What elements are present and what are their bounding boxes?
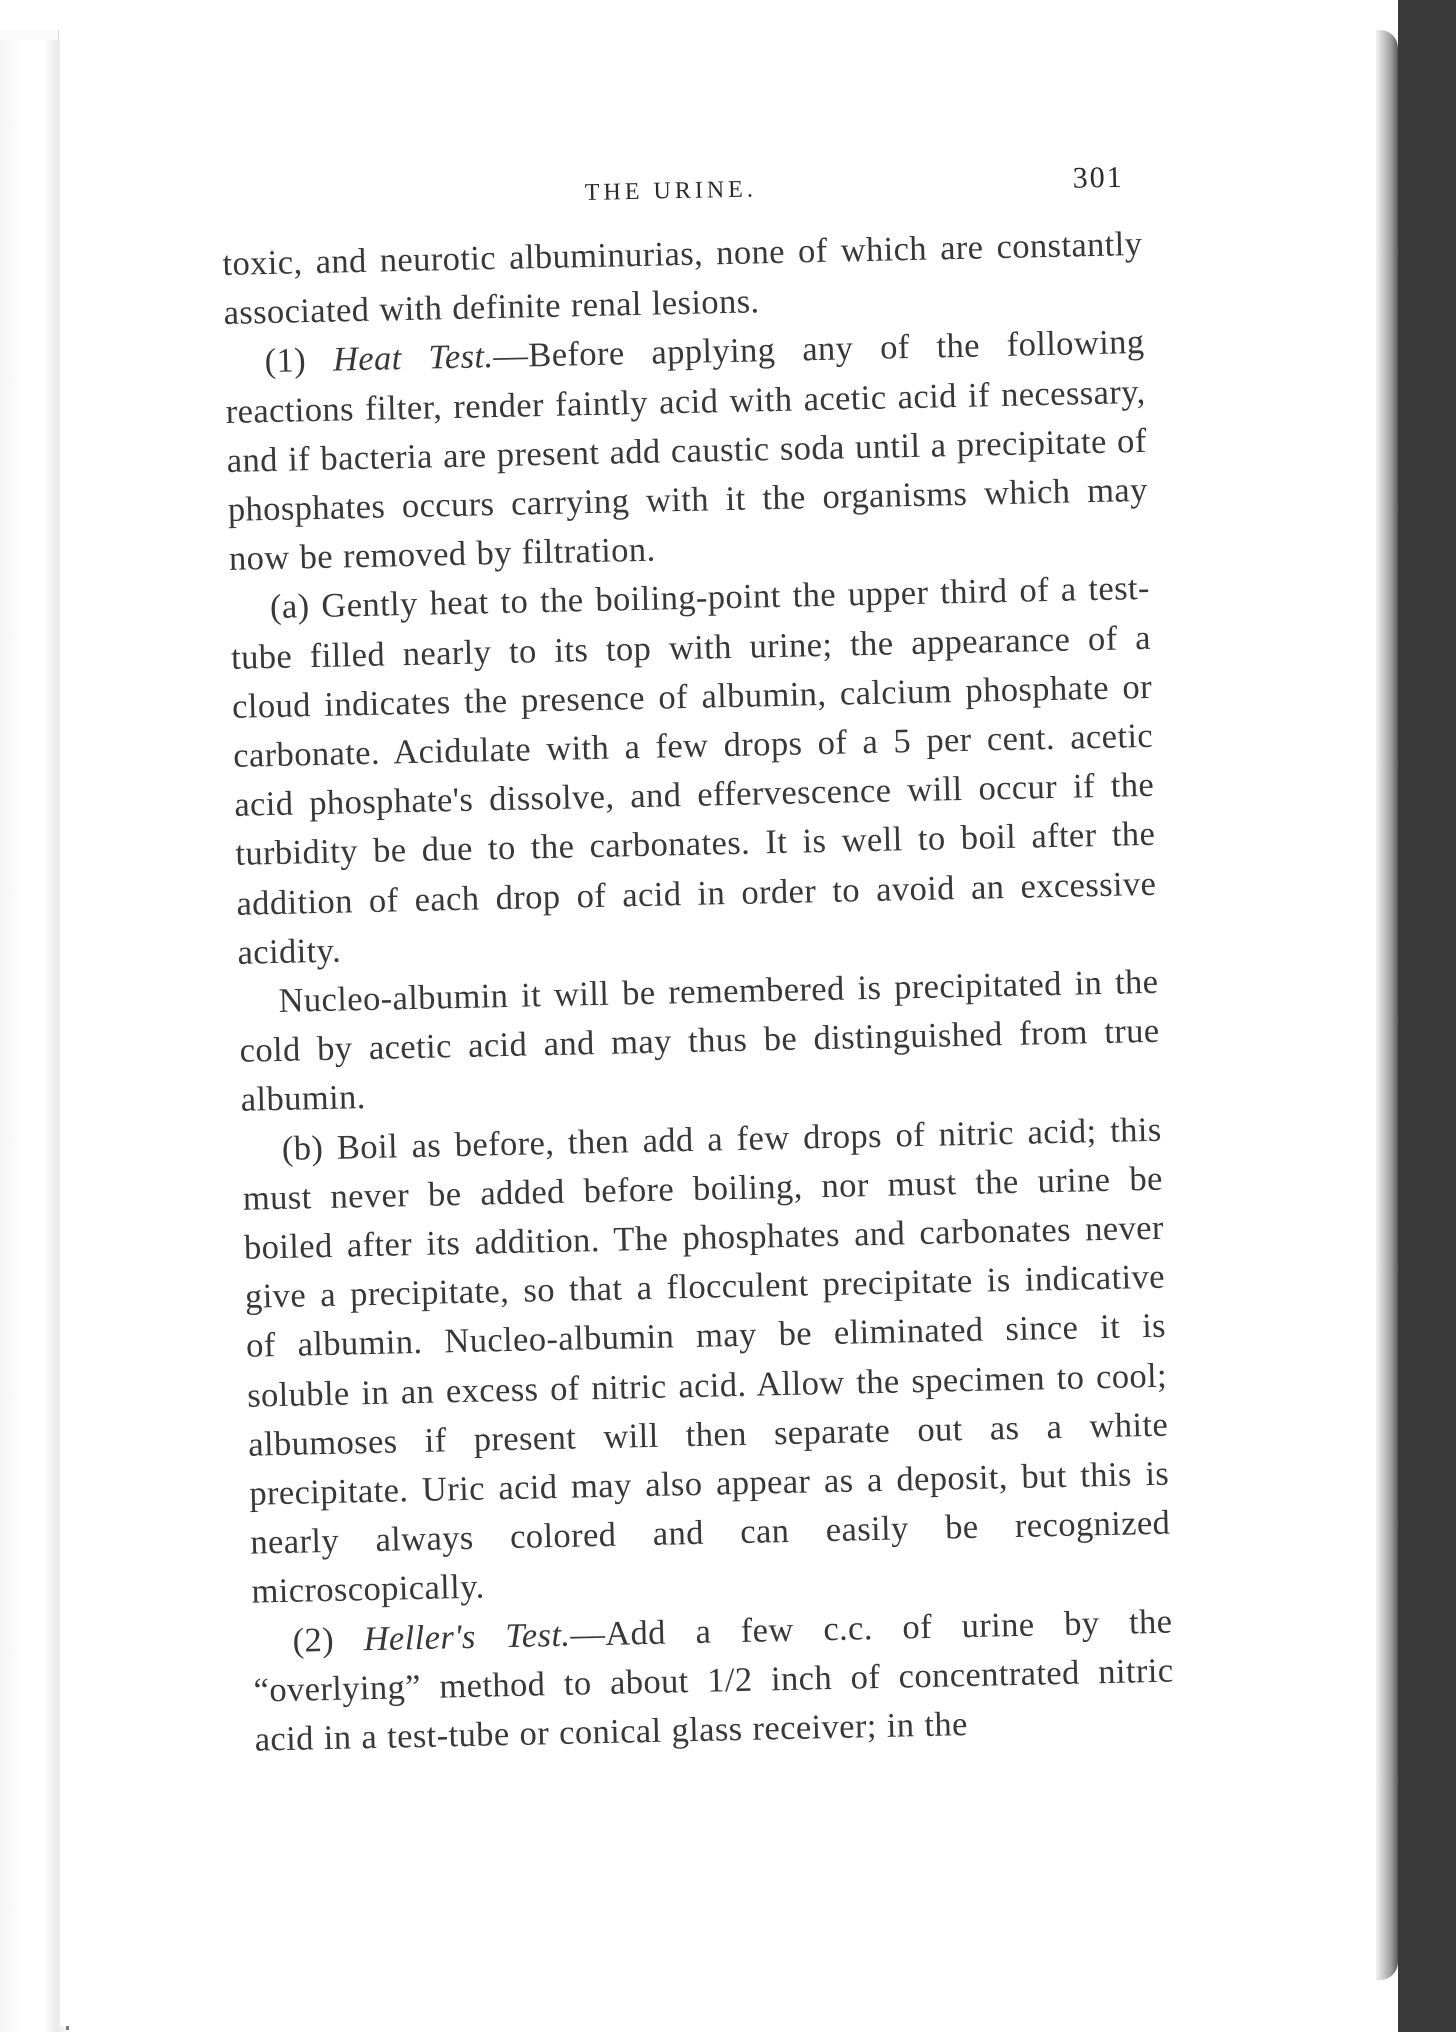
paragraph-3 (230, 564, 1158, 978)
page-stack-edge (1376, 30, 1398, 1980)
paragraph-2-prefix: (1) (264, 341, 334, 381)
paragraph-6-text: —Add a few c.c. of urine by the “overlying” method to about 1/2 inch of concentrated nitric acid in a test-tube or conical glass receiver; in the (253, 1602, 1174, 1759)
paragraph-5-text: (b) Boil as before, then add a few drops of nitric acid; this must never be added before boiling, nor must the urine be boiled after its addition. The phosphates and carbonates never give a precipitate, so that a flocculent precipitate is indicative of albumin. Nucleo-albumin may be eliminated since it is soluble in an excess of nitric acid. Allow the specimen to cool; albumoses if present will then separate out as a white precipitate. Uric acid may also appear as a deposit, but this is nearly always colored and can easily be recognized microscopically. (242, 1110, 1171, 1612)
paragraph-2 (224, 318, 1149, 584)
paragraph-4 (238, 958, 1161, 1126)
paragraph-2-heading: Heat Test. (332, 337, 494, 380)
paragraph-6-prefix: (2) (292, 1619, 365, 1660)
background-dark (1398, 0, 1456, 2032)
paragraph-6-heading: Heller's Test. (363, 1615, 571, 1658)
paragraph-5 (241, 1105, 1172, 1617)
paragraph-1-text: toxic, and neurotic albuminurias, none of which are constantly associated with definite renal lesions. (222, 224, 1143, 333)
running-head: THE URINE. (584, 176, 758, 206)
body-text (222, 220, 1175, 1765)
paragraph-4-text: Nucleo-albumin it will be remembered is precipitated in the cold by acetic acid and may thus be distinguished from true albumin. (239, 962, 1160, 1120)
paragraph-6 (252, 1597, 1175, 1765)
paragraph-3-text: (a) Gently heat to the boiling-point the upper third of a test-tube filled nearly to its top with urine; the appearance of a cloud indicates the presence of albumin, calcium phosphate or carbonate. Acidulate with a few drops of a 5 per cent. acetic acid phosphate's dissolve, and effervescence will occur if the turbidity be due to the carbonates. It is well to boil after the addition of each drop of acid in order to avoid an excessive acidity. (230, 569, 1157, 972)
paragraph-2-text: —Before applying any of the following reactions filter, render faintly acid with acetic acid if necessary, and if bacteria are present add caustic soda until a precipitate of phosphates occurs carrying with it the organisms which may now be removed by filtration. (225, 323, 1149, 579)
page-number: 301 (1072, 160, 1124, 195)
